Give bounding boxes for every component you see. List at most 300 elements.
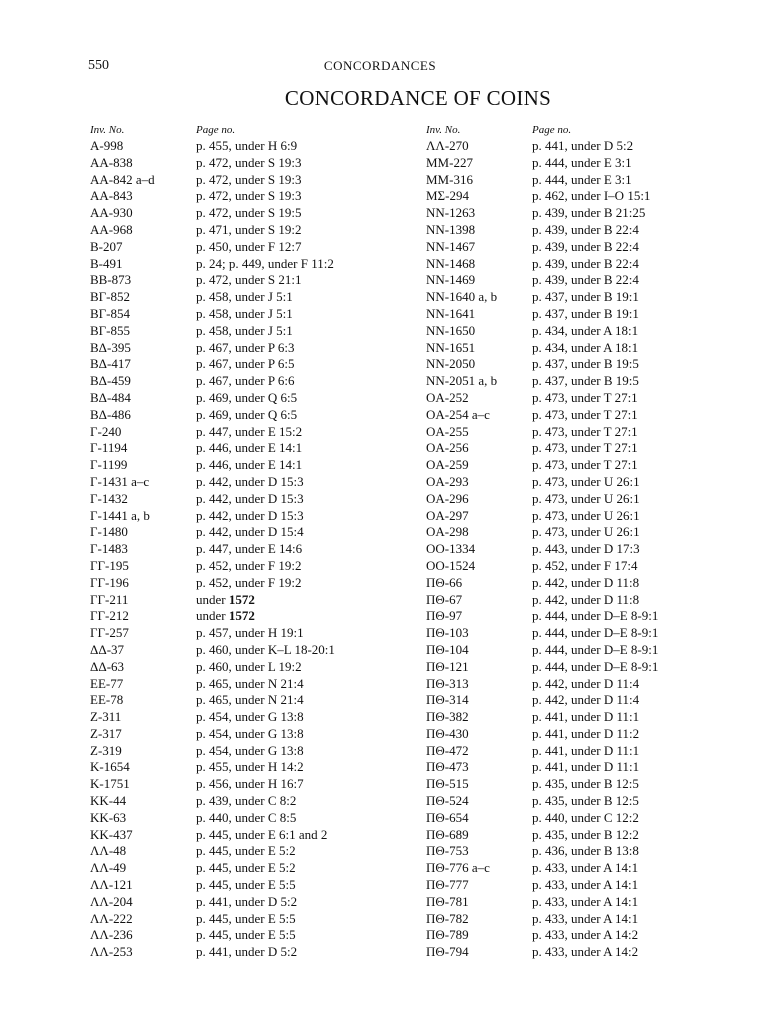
inv-number: ΛΛ-204 xyxy=(90,893,133,909)
page-reference-text: p. 467, under P 6:5 xyxy=(196,356,295,372)
page-reference xyxy=(532,575,639,592)
page-reference xyxy=(532,843,639,860)
page-reference xyxy=(532,424,638,441)
running-title: CONCORDANCES xyxy=(323,58,437,73)
page-reference xyxy=(196,256,334,273)
page-reference xyxy=(196,491,304,508)
page-reference-text: p. 435, under B 12:2 xyxy=(532,826,639,842)
inv-number: OA-293 xyxy=(426,473,469,489)
page-reference xyxy=(196,676,304,693)
page-reference xyxy=(532,440,638,457)
inv-number: ΔΔ-63 xyxy=(90,658,125,674)
page-reference xyxy=(196,390,297,407)
inv-number: ΛΛ-253 xyxy=(90,944,133,960)
inv-number: ΠΘ-781 xyxy=(426,893,469,909)
inv-number: ΛΛ-270 xyxy=(426,138,469,153)
page-reference-text: p. 473, under T 27:1 xyxy=(532,440,638,456)
inv-number: OA-259 xyxy=(426,457,469,473)
page-reference-text: p. 439, under C 8:2 xyxy=(196,793,297,809)
page-reference xyxy=(196,743,304,760)
page-reference xyxy=(532,272,639,289)
page-reference-text: p. 439, under B 22:4 xyxy=(532,255,639,271)
page-reference xyxy=(196,457,302,474)
inv-number: ΠΘ-473 xyxy=(426,759,469,775)
page-reference xyxy=(532,558,637,575)
inv-number: Γ-1199 xyxy=(90,457,128,473)
page-reference xyxy=(196,692,304,709)
page-reference xyxy=(532,138,633,155)
page-reference xyxy=(532,239,639,256)
catalogue-number: 1572 xyxy=(228,608,255,624)
page-reference xyxy=(532,491,640,508)
page-reference xyxy=(196,524,304,541)
page-reference-text: p. 460, under L 19:2 xyxy=(196,658,302,674)
page-reference-text: p. 473, under U 26:1 xyxy=(532,490,640,506)
inv-number: ΓΓ-195 xyxy=(90,557,129,573)
page-reference-text: p. 473, under T 27:1 xyxy=(532,406,638,422)
inv-number: BΓ-854 xyxy=(90,305,131,321)
inv-number: Γ-240 xyxy=(90,423,122,439)
inv-number: A-998 xyxy=(90,138,124,153)
page-reference xyxy=(532,222,639,239)
inv-number: ΛΛ-49 xyxy=(90,860,127,876)
inv-number: Γ-1432 xyxy=(90,490,128,506)
inv-number: NN-1469 xyxy=(426,272,476,288)
inv-number: NN-1650 xyxy=(426,322,476,338)
page-reference-text: p. 454, under G 13:8 xyxy=(196,725,304,741)
page-reference xyxy=(532,676,639,693)
inv-number: ΓΓ-212 xyxy=(90,608,129,624)
page-reference-text: p. 433, under A 14:2 xyxy=(532,927,639,943)
inv-number: AA-968 xyxy=(90,221,133,237)
page-reference-text: p. 433, under A 14:1 xyxy=(532,893,639,909)
page-reference-text: p. 452, under F 19:2 xyxy=(196,557,302,573)
inv-number: KK-44 xyxy=(90,793,127,809)
inv-number: OA-256 xyxy=(426,440,469,456)
inv-number: ΠΘ-524 xyxy=(426,793,469,809)
page-reference-text: p. 441, under D 5:2 xyxy=(196,944,298,960)
inv-number: ΛΛ-48 xyxy=(90,843,127,859)
page-reference xyxy=(196,138,297,155)
page-reference xyxy=(196,172,301,189)
page-reference xyxy=(196,541,302,558)
page-reference-text: p. 467, under P 6:6 xyxy=(196,373,295,389)
inv-number: MM-227 xyxy=(426,154,473,170)
inv-number: Γ-1441 a, b xyxy=(90,507,150,523)
page-reference-text: p. 435, under B 12:5 xyxy=(532,793,639,809)
inv-number: ΠΘ-313 xyxy=(426,675,469,691)
page-reference xyxy=(532,306,639,323)
inv-number: Z-311 xyxy=(90,709,122,725)
page-reference-text: p. 472, under S 19:3 xyxy=(196,188,302,204)
page-reference-text: p. 445, under E 6:1 and 2 xyxy=(196,826,328,842)
page-reference-text: p. 473, under U 26:1 xyxy=(532,524,640,540)
inv-number: OA-255 xyxy=(426,423,469,439)
page-reference-text: p. 469, under Q 6:5 xyxy=(196,389,298,405)
inv-number: BΔ-459 xyxy=(90,373,131,389)
page-reference-text: p. 433, under A 14:1 xyxy=(532,877,639,893)
page-reference-text: p. 458, under J 5:1 xyxy=(196,289,293,305)
page-reference-text: p. 471, under S 19:2 xyxy=(196,221,302,237)
page-reference-text: p. 441, under D 5:2 xyxy=(196,893,298,909)
page-reference xyxy=(532,390,638,407)
page-reference-text: p. 462, under I–O 15:1 xyxy=(532,188,651,204)
inv-number: K-1751 xyxy=(90,776,130,792)
page-reference-text: p. 436, under B 13:8 xyxy=(532,843,639,859)
inv-number: BΔ-395 xyxy=(90,339,131,355)
inv-number: Γ-1480 xyxy=(90,524,128,540)
page-reference-text: p. 446, under E 14:1 xyxy=(196,457,303,473)
page-reference-text: p. 472, under S 19:3 xyxy=(196,171,302,187)
inv-number: K-1654 xyxy=(90,759,130,775)
inv-number: B-491 xyxy=(90,255,123,271)
page-reference xyxy=(196,776,304,793)
page-reference-text: p. 440, under C 12:2 xyxy=(532,809,639,825)
page-reference-text: p. 434, under A 18:1 xyxy=(532,322,639,338)
page-no-header: Page no. xyxy=(196,124,236,136)
inv-number: OA-252 xyxy=(426,389,469,405)
inv-number: Γ-1483 xyxy=(90,541,128,557)
inv-number: ΓΓ-257 xyxy=(90,625,129,641)
page-reference xyxy=(532,155,632,172)
inv-number: B-207 xyxy=(90,238,123,254)
page-reference xyxy=(532,625,658,642)
page-reference xyxy=(196,759,304,776)
page-reference-text: p. 437, under B 19:5 xyxy=(532,373,639,389)
page-reference-text: p. 445, under E 5:2 xyxy=(196,860,296,876)
page-reference xyxy=(532,927,638,944)
page-reference-text: p. 441, under D 11:1 xyxy=(532,709,640,725)
page-reference-text: p. 454, under G 13:8 xyxy=(196,742,304,758)
inv-number: NN-1263 xyxy=(426,205,476,221)
inv-number: ΠΘ-382 xyxy=(426,709,469,725)
page-reference xyxy=(196,323,293,340)
page-reference-text: p. 443, under D 17:3 xyxy=(532,541,640,557)
page-reference xyxy=(532,726,639,743)
page-reference xyxy=(196,608,255,625)
page-reference xyxy=(532,289,639,306)
inv-number: NN-2050 xyxy=(426,356,476,372)
inv-number: MM-316 xyxy=(426,171,473,187)
inv-number: ΠΘ-66 xyxy=(426,574,463,590)
page-reference xyxy=(196,188,301,205)
inv-number: AA-930 xyxy=(90,205,133,221)
inv-number: NN-1467 xyxy=(426,238,476,254)
inv-number: BΔ-417 xyxy=(90,356,131,372)
page-reference-text: p. 455, under H 14:2 xyxy=(196,759,304,775)
page-reference xyxy=(532,340,638,357)
page-reference xyxy=(196,911,296,928)
inv-number: ΠΘ-753 xyxy=(426,843,469,859)
page-reference xyxy=(196,205,301,222)
page-reference xyxy=(532,188,650,205)
page-no-header: Page no. xyxy=(532,124,572,136)
page-reference xyxy=(196,642,335,659)
page-reference xyxy=(196,356,294,373)
page-reference-text: under xyxy=(196,608,229,624)
page-reference-text: p. 465, under N 21:4 xyxy=(196,692,304,708)
page-reference xyxy=(196,592,255,609)
page-reference xyxy=(196,440,302,457)
page-title: CONCORDANCE OF COINS xyxy=(284,86,552,110)
inv-number: NN-1640 a, b xyxy=(426,289,498,305)
page-reference xyxy=(532,356,639,373)
inv-number: BΔ-486 xyxy=(90,406,131,422)
inv-number: ΠΘ-97 xyxy=(426,608,463,624)
page-reference-text: p. 433, under A 14:1 xyxy=(532,860,639,876)
page-reference xyxy=(196,424,302,441)
page-reference xyxy=(196,659,302,676)
inv-number: BΔ-484 xyxy=(90,389,131,405)
inv-number: OA-297 xyxy=(426,507,469,523)
page-reference xyxy=(196,575,301,592)
inv-number: ΛΛ-222 xyxy=(90,910,133,926)
page-reference-text: p. 458, under J 5:1 xyxy=(196,322,293,338)
page-reference-text: p. 439, under B 21:25 xyxy=(532,205,646,221)
inv-number: ΠΘ-654 xyxy=(426,809,469,825)
page-reference-text: p. 469, under Q 6:5 xyxy=(196,406,298,422)
inv-number: Γ-1431 a–c xyxy=(90,473,150,489)
page-reference-text: p. 442, under D 15:3 xyxy=(196,490,304,506)
page-reference xyxy=(196,272,301,289)
page-reference-text: p. 444, under E 3:1 xyxy=(532,171,632,187)
inv-number: ΛΛ-236 xyxy=(90,927,133,943)
page-reference-text: p. 465, under N 21:4 xyxy=(196,675,304,691)
page-reference xyxy=(532,659,658,676)
page-reference-text: p. 467, under P 6:3 xyxy=(196,339,295,355)
page-reference-text: p. 456, under H 16:7 xyxy=(196,776,304,792)
page-reference-text: p. 473, under T 27:1 xyxy=(532,389,638,405)
inv-number: ΠΘ-314 xyxy=(426,692,469,708)
page-reference xyxy=(196,508,304,525)
page-reference xyxy=(532,709,639,726)
page-reference-text: p. 446, under E 14:1 xyxy=(196,440,303,456)
page-reference-text: p. 445, under E 5:5 xyxy=(196,877,296,893)
page-reference xyxy=(532,508,640,525)
page-reference xyxy=(196,877,296,894)
page-reference xyxy=(532,692,639,709)
page-reference xyxy=(196,558,301,575)
page-reference xyxy=(532,256,639,273)
inv-number: ΠΘ-121 xyxy=(426,658,469,674)
page-reference-text: p. 473, under T 27:1 xyxy=(532,423,638,439)
page-reference-text: p. 452, under F 17:4 xyxy=(532,557,638,573)
page-reference-text: p. 473, under U 26:1 xyxy=(532,507,640,523)
page-reference-text: p. 442, under D 11:4 xyxy=(532,692,640,708)
page-reference xyxy=(532,810,639,827)
inv-number: OA-298 xyxy=(426,524,469,540)
inv-number: BΓ-852 xyxy=(90,289,131,305)
page-reference xyxy=(196,407,297,424)
inv-number: BB-873 xyxy=(90,272,132,288)
inv-number: ΛΛ-121 xyxy=(90,877,133,893)
page-reference xyxy=(532,860,638,877)
page-reference-text: p. 454, under G 13:8 xyxy=(196,709,304,725)
inv-number: EE-77 xyxy=(90,675,124,691)
inv-number: OO-1334 xyxy=(426,541,476,557)
inv-number: OO-1524 xyxy=(426,557,476,573)
page-reference-text: p. 444, under E 3:1 xyxy=(532,154,632,170)
page-reference-text: p. 473, under T 27:1 xyxy=(532,457,638,473)
page-reference-text: p. 444, under D–E 8-9:1 xyxy=(532,608,659,624)
inv-no-header: Inv. No. xyxy=(426,124,461,136)
page-reference xyxy=(196,944,297,961)
inv-number: OA-254 a–c xyxy=(426,406,490,422)
page-reference-text: p. 435, under B 12:5 xyxy=(532,776,639,792)
page-reference-text: p. 442, under D 15:4 xyxy=(196,524,304,540)
inv-number: ΔΔ-37 xyxy=(90,641,125,657)
page-reference xyxy=(532,172,632,189)
page-reference-text: p. 444, under D–E 8-9:1 xyxy=(532,658,659,674)
page-reference xyxy=(532,474,640,491)
page-reference xyxy=(532,323,638,340)
inv-number: ΠΘ-782 xyxy=(426,910,469,926)
inv-number: BΓ-855 xyxy=(90,322,131,338)
page-reference xyxy=(196,474,304,491)
page-reference xyxy=(532,793,639,810)
page-reference-text: p. 439, under B 22:4 xyxy=(532,221,639,237)
inv-number: Z-319 xyxy=(90,742,122,758)
inv-number: MΣ-294 xyxy=(426,188,469,204)
inv-no-header: Inv. No. xyxy=(90,124,125,136)
page-reference xyxy=(196,726,304,743)
page-reference xyxy=(196,709,304,726)
page-reference xyxy=(196,894,297,911)
page-reference xyxy=(532,827,639,844)
page-reference-text: p. 442, under D 11:4 xyxy=(532,675,640,691)
page-reference xyxy=(532,407,638,424)
running-head xyxy=(88,58,672,78)
page-reference-text: p. 439, under B 22:4 xyxy=(532,238,639,254)
page-reference xyxy=(532,743,639,760)
page-reference-text: p. 444, under D–E 8-9:1 xyxy=(532,641,659,657)
page-reference xyxy=(532,944,638,961)
page-reference-text: p. 452, under F 19:2 xyxy=(196,574,302,590)
page-reference xyxy=(196,860,296,877)
page-reference-text: p. 433, under A 14:2 xyxy=(532,944,639,960)
page-reference xyxy=(532,911,638,928)
page-reference-text: p. 441, under D 11:1 xyxy=(532,759,640,775)
page-reference-text: p. 473, under U 26:1 xyxy=(532,473,640,489)
page-reference-text: p. 437, under B 19:5 xyxy=(532,356,639,372)
inv-number: ΠΘ-67 xyxy=(426,591,463,607)
page-reference-text: p. 450, under F 12:7 xyxy=(196,238,302,254)
page-reference xyxy=(532,877,638,894)
inv-number: Z-317 xyxy=(90,725,122,741)
page-reference xyxy=(532,457,638,474)
page-reference xyxy=(532,541,640,558)
page-reference xyxy=(196,340,294,357)
inv-number: ΠΘ-472 xyxy=(426,742,469,758)
page-reference xyxy=(196,289,293,306)
inv-number: ΠΘ-430 xyxy=(426,725,469,741)
page-reference-text: p. 458, under J 5:1 xyxy=(196,305,293,321)
page-reference xyxy=(532,205,645,222)
page-reference-text: p. 447, under E 15:2 xyxy=(196,423,303,439)
page-reference-text: under xyxy=(196,591,229,607)
page-reference xyxy=(196,373,294,390)
page-reference-text: p. 434, under A 18:1 xyxy=(532,339,639,355)
inv-number: NN-1651 xyxy=(426,339,476,355)
page-reference-text: p. 447, under E 14:6 xyxy=(196,541,303,557)
page-reference xyxy=(196,793,296,810)
inv-number: ΠΘ-104 xyxy=(426,641,469,657)
page-reference xyxy=(532,894,638,911)
inv-number: AA-843 xyxy=(90,188,133,204)
inv-number: NN-1398 xyxy=(426,221,476,237)
inv-number: NN-1468 xyxy=(426,255,476,271)
page-reference-text: p. 437, under B 19:1 xyxy=(532,305,639,321)
inv-number: ΠΘ-689 xyxy=(426,826,469,842)
page-reference xyxy=(196,625,304,642)
inv-number: OA-296 xyxy=(426,490,469,506)
page-reference-text: p. 439, under B 22:4 xyxy=(532,272,639,288)
page-reference xyxy=(196,827,327,844)
inv-number: ΠΘ-794 xyxy=(426,944,469,960)
page-reference xyxy=(196,155,301,172)
page-reference-text: p. 441, under D 11:2 xyxy=(532,725,640,741)
inv-number: ΓΓ-211 xyxy=(90,591,129,607)
page-reference-text: p. 472, under S 21:1 xyxy=(196,272,302,288)
inv-number: ΓΓ-196 xyxy=(90,574,129,590)
page-reference xyxy=(532,608,658,625)
page-reference xyxy=(532,524,640,541)
inv-number: Γ-1194 xyxy=(90,440,128,456)
inv-number: ΠΘ-103 xyxy=(426,625,469,641)
page-reference-text: p. 442, under D 15:3 xyxy=(196,507,304,523)
page-reference-text: p. 460, under K–L 18-20:1 xyxy=(196,641,335,657)
page-reference xyxy=(196,810,296,827)
page-reference xyxy=(532,642,658,659)
page-reference-text: p. 433, under A 14:1 xyxy=(532,910,639,926)
page-reference xyxy=(196,843,296,860)
page-reference-text: p. 441, under D 11:1 xyxy=(532,742,640,758)
page-reference-text: p. 445, under E 5:5 xyxy=(196,927,296,943)
catalogue-number: 1572 xyxy=(228,591,255,607)
inv-number: NN-2051 a, b xyxy=(426,373,498,389)
page-reference-text: p. 472, under S 19:3 xyxy=(196,154,302,170)
inv-number: AA-838 xyxy=(90,154,133,170)
inv-number: NN-1641 xyxy=(426,305,476,321)
inv-number: KK-63 xyxy=(90,809,127,825)
page-reference-text: p. 442, under D 15:3 xyxy=(196,473,304,489)
inv-number: ΠΘ-777 xyxy=(426,877,469,893)
inv-number: ΠΘ-789 xyxy=(426,927,469,943)
page-reference-text: p. 457, under H 19:1 xyxy=(196,625,304,641)
page-reference xyxy=(196,306,293,323)
inv-number: AA-842 a–d xyxy=(90,171,155,187)
page-reference-text: p. 445, under E 5:2 xyxy=(196,843,296,859)
page-reference xyxy=(532,776,639,793)
page-reference-text: p. 444, under D–E 8-9:1 xyxy=(532,625,659,641)
inv-number: KK-437 xyxy=(90,826,133,842)
inv-number: ΠΘ-515 xyxy=(426,776,469,792)
page-number: 550 xyxy=(88,58,109,73)
page-reference xyxy=(532,373,639,390)
page-reference xyxy=(196,927,296,944)
page-reference-text: p. 472, under S 19:5 xyxy=(196,205,302,221)
page-reference-text: p. 445, under E 5:5 xyxy=(196,910,296,926)
page-reference-text: p. 442, under D 11:8 xyxy=(532,574,640,590)
page-reference-text: p. 442, under D 11:8 xyxy=(532,591,640,607)
page-reference xyxy=(196,222,301,239)
page-reference-text: p. 437, under B 19:1 xyxy=(532,289,639,305)
inv-number: ΠΘ-776 a–c xyxy=(426,860,490,876)
page-reference xyxy=(196,239,301,256)
page-reference-text: p. 455, under H 6:9 xyxy=(196,138,298,153)
page-reference xyxy=(532,592,639,609)
page-reference-text: p. 24; p. 449, under F 11:2 xyxy=(196,255,334,271)
